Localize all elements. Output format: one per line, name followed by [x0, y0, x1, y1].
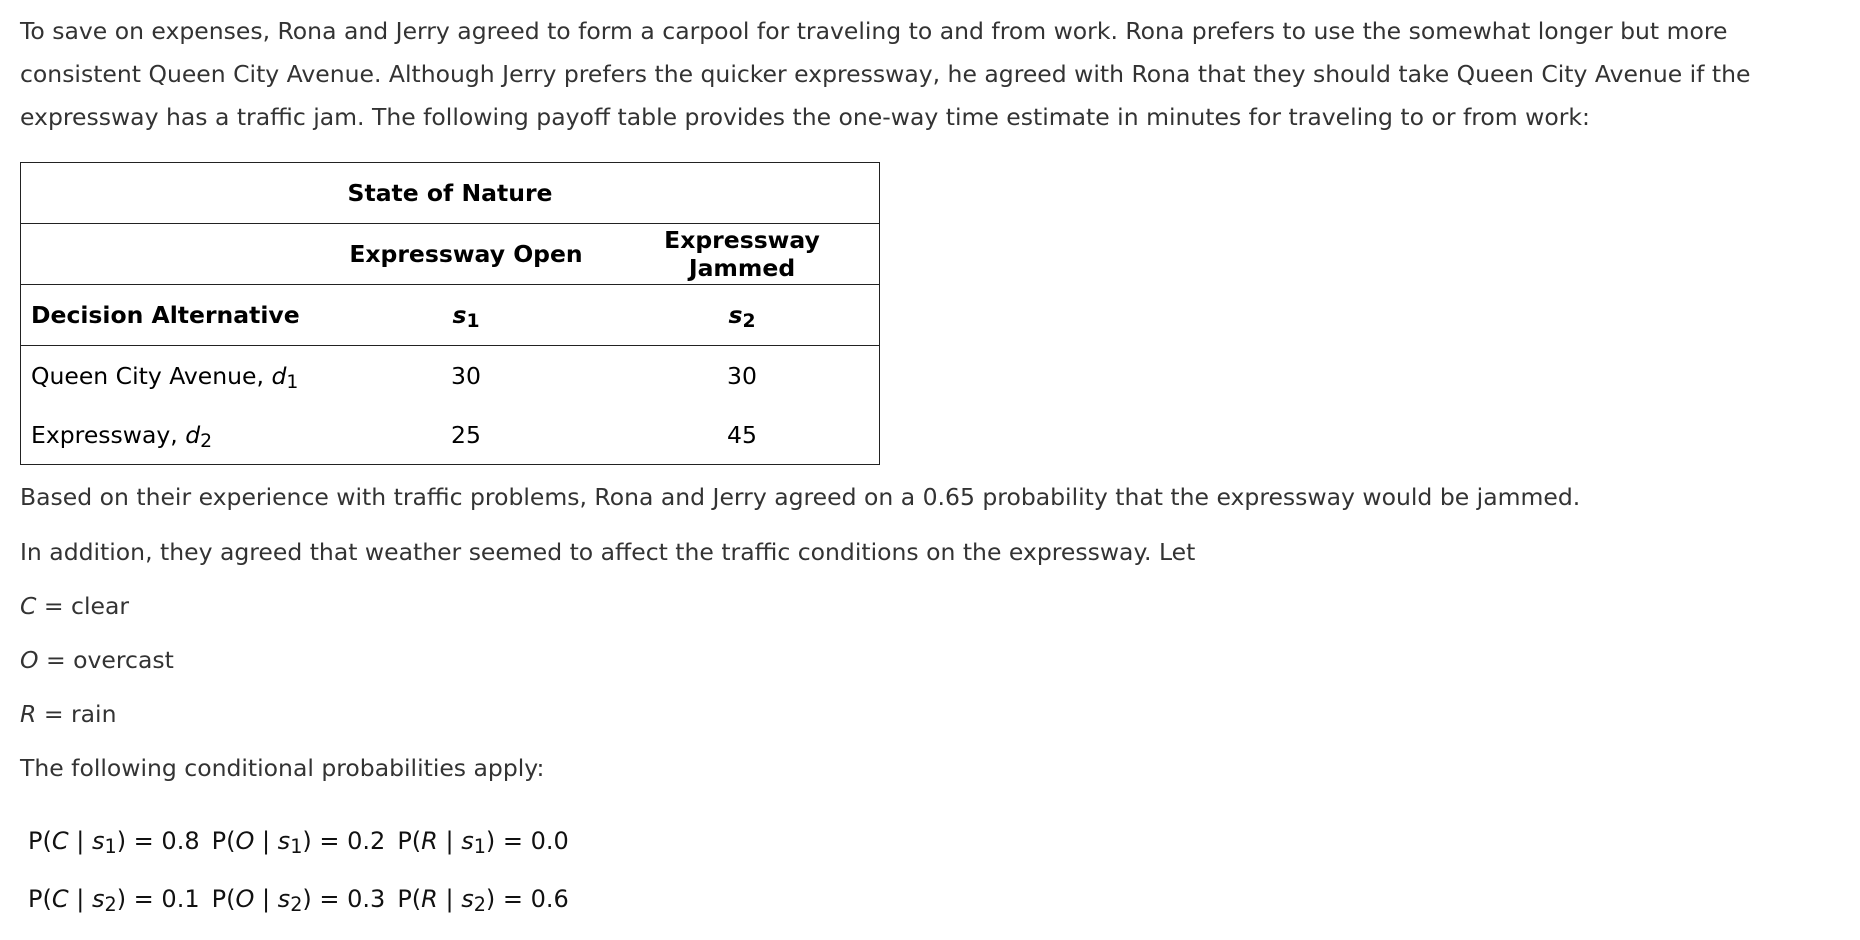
probability-paragraph: Based on their experience with traffic problems, Rona and Jerry agreed on a 0.65 probability that the expressway would be jammed.: [20, 483, 1581, 511]
event: O: [235, 827, 255, 855]
state-sub: 2: [104, 892, 117, 916]
cond-prob: [211, 885, 386, 916]
def-text: = rain: [36, 700, 117, 728]
table-label-row: [21, 285, 880, 346]
prob-value: ) = 0.2: [302, 827, 386, 855]
row-sub: 2: [200, 430, 213, 452]
state-var: s: [461, 885, 474, 913]
cond-prob-row-s2: [28, 885, 581, 916]
def-text: = overcast: [38, 646, 174, 674]
s2-var: s: [728, 301, 743, 329]
prob-value: ) = 0.0: [485, 827, 569, 855]
table-subheader-row: [21, 224, 880, 285]
given-bar: |: [68, 827, 92, 855]
state-sub: 1: [473, 834, 486, 858]
s2-header: [605, 285, 880, 346]
prob-value: ) = 0.6: [485, 885, 569, 913]
s2-sub: 2: [742, 310, 756, 332]
given-bar: |: [254, 827, 278, 855]
row-label-text: Queen City Avenue,: [31, 362, 272, 390]
event: C: [51, 827, 69, 855]
event: R: [421, 827, 438, 855]
state-var: s: [91, 827, 105, 855]
def-clear: [20, 591, 129, 621]
row-var: d: [271, 362, 287, 390]
cond-prob: [397, 885, 569, 916]
cell-d2-s1: 25: [451, 421, 481, 449]
weather-paragraph: In addition, they agreed that weather seemed to affect the traffic conditions on the expressway. Let: [20, 538, 1196, 566]
cond-prob: [397, 827, 569, 858]
empty-cell: [21, 224, 328, 285]
state-sub: 1: [290, 834, 303, 858]
expressway-jammed-header: Expressway Jammed: [605, 224, 880, 285]
p-symbol: P(: [28, 885, 52, 913]
event: C: [51, 885, 69, 913]
cell-d2-s2: 45: [727, 421, 757, 449]
p-symbol: P(: [211, 827, 236, 855]
state-sub: 1: [104, 834, 117, 858]
p-symbol: P(: [211, 885, 236, 913]
prob-value: ) = 0.3: [302, 885, 386, 913]
given-bar: |: [254, 885, 278, 913]
row-label-d1: [21, 346, 328, 407]
cond-prob: [28, 885, 200, 916]
def-var: C: [20, 592, 37, 620]
def-overcast: [20, 645, 174, 675]
conditional-paragraph: The following conditional probabilities apply:: [20, 754, 545, 782]
state-var: s: [277, 827, 291, 855]
table-header-row: [21, 163, 880, 224]
expressway-open-header: Expressway Open: [327, 224, 605, 285]
event: R: [421, 885, 438, 913]
s1-sub: 1: [466, 310, 480, 332]
state-var: s: [461, 827, 474, 855]
row-label-d2: [21, 406, 328, 465]
state-var: s: [277, 885, 291, 913]
table-row: [21, 346, 880, 407]
given-bar: |: [437, 827, 462, 855]
state-of-nature-header: State of Nature: [21, 163, 880, 224]
state-sub: 2: [290, 892, 303, 916]
prob-value: ) = 0.1: [116, 885, 200, 913]
event: O: [235, 885, 255, 913]
def-text: = clear: [36, 592, 130, 620]
state-sub: 2: [473, 892, 486, 916]
intro-paragraph: To save on expenses, Rona and Jerry agreed to form a carpool for traveling to and from work. Rona prefers to use the somewhat longer but more consistent Queen City Avenue. Although Jerry prefers the quicker expressway, he agreed with Rona that they should take Queen City Avenue if the expressway has a traffic jam. The following payoff table provides the one-way time estimate in minutes for traveling to or from work:: [20, 17, 1751, 131]
state-var: s: [91, 885, 105, 913]
given-bar: |: [68, 885, 92, 913]
p-symbol: P(: [397, 827, 422, 855]
s1-var: s: [452, 301, 467, 329]
row-sub: 1: [286, 371, 299, 393]
s1-header: [327, 285, 605, 346]
row-var: d: [185, 421, 201, 449]
def-var: R: [20, 700, 37, 728]
row-label-text: Expressway,: [31, 421, 186, 449]
given-bar: |: [437, 885, 462, 913]
def-var: O: [20, 646, 39, 674]
cond-prob-row-s1: [28, 827, 581, 858]
cell-d1-s2: 30: [727, 362, 757, 390]
table-row: [21, 406, 880, 465]
cell-d1-s1: 30: [451, 362, 481, 390]
p-symbol: P(: [28, 827, 52, 855]
decision-alternative-header: Decision Alternative: [21, 285, 328, 346]
def-rain: [20, 699, 116, 729]
p-symbol: P(: [397, 885, 422, 913]
payoff-table: [20, 162, 880, 465]
cond-prob: [28, 827, 200, 858]
prob-value: ) = 0.8: [116, 827, 200, 855]
cond-prob: [211, 827, 386, 858]
